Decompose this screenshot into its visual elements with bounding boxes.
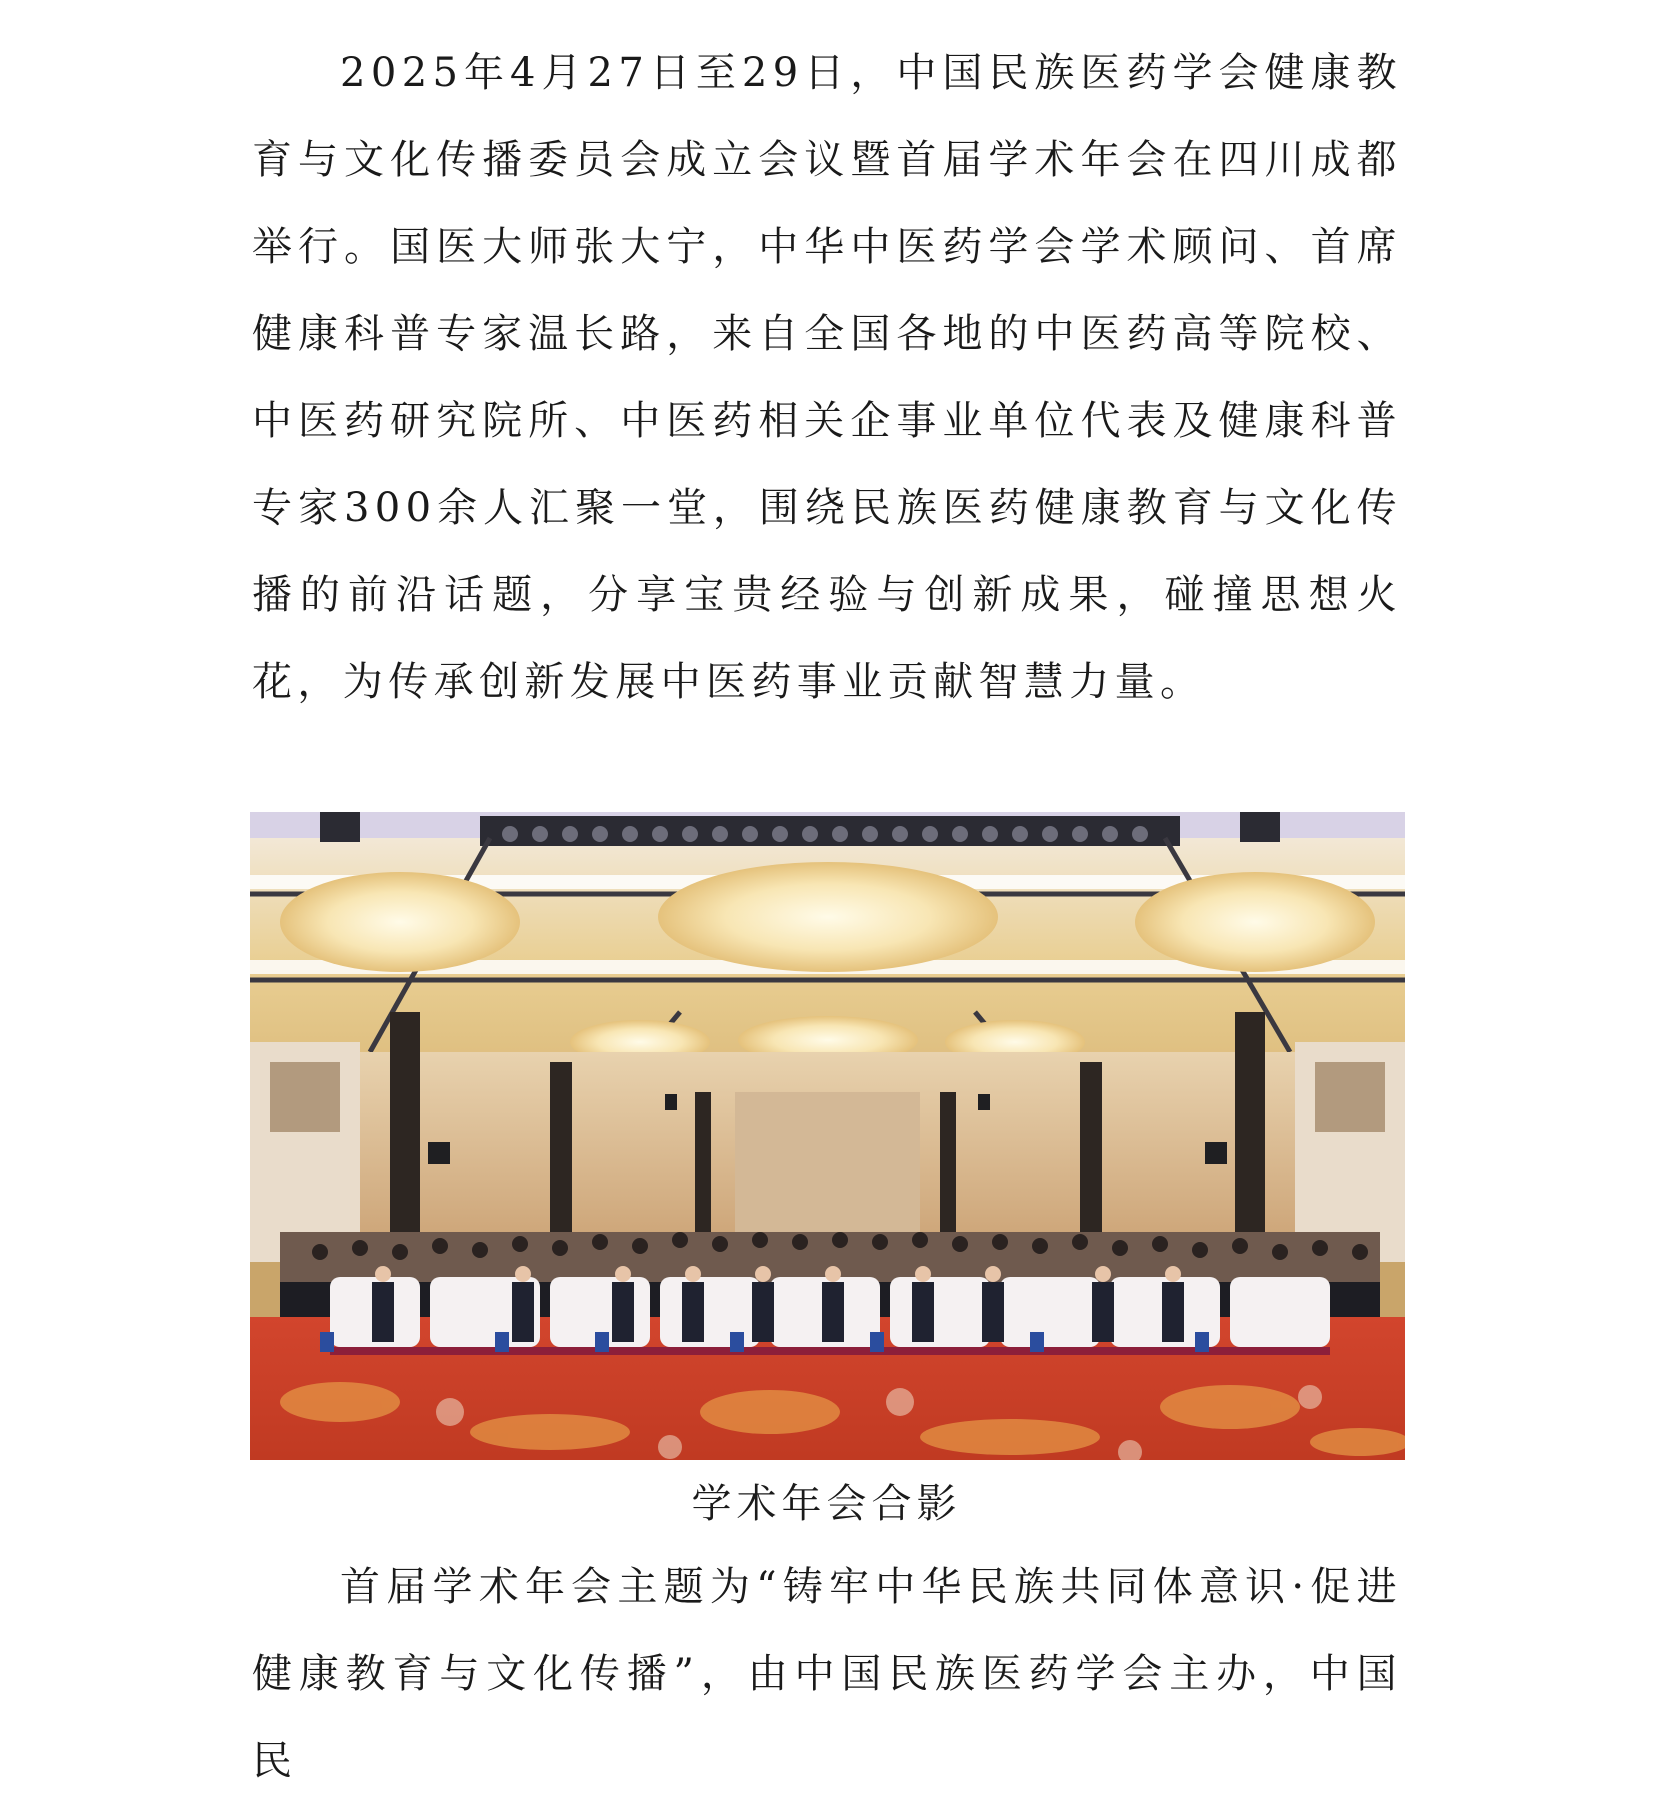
conference-group-photo: [250, 812, 1405, 1460]
photo-caption: 学术年会合影: [691, 1481, 962, 1527]
intro-paragraph: 2025年4月27日至29日，中国民族医药学会健康教育与文化传播委员会成立会议暨首届学术年会在四川成都举行。国医大师张大宁，中华中医药学会学术顾问、首席健康科普专家温长路，来自全国各地的中医药高等院校、中医药研究院所、中医药相关企事业单位代表及健康科普专家300余人汇聚一堂，围绕民族医药健康教育与文化传播的前沿话题，分享宝贵经验与创新成果，碰撞思想火花，为传承创新发展中医药事业贡献智慧力量。: [252, 50, 1402, 705]
theme-paragraph: 首届学术年会主题为“铸牢中华民族共同体意识·促进健康教育与文化传播”，由中国民族医药学会主办，中国民: [252, 1564, 1402, 1784]
